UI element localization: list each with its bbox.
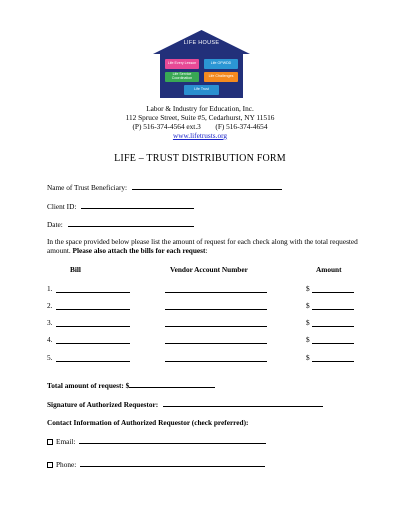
date-row bbox=[47, 219, 194, 229]
instructions-end: : bbox=[205, 246, 208, 256]
bill-row bbox=[47, 335, 367, 345]
logo-house-body bbox=[160, 53, 243, 98]
date-label: Date: bbox=[47, 220, 63, 229]
amount-field[interactable] bbox=[312, 354, 354, 362]
client-id-label: Client ID: bbox=[47, 202, 77, 211]
row-number: 2. bbox=[47, 301, 53, 310]
org-phones: (P) 516-374-4564 ext.3 (F) 516-374-4654 bbox=[132, 122, 268, 131]
row-number: 1. bbox=[47, 284, 53, 293]
logo-header: LIFE HOUSE bbox=[183, 40, 220, 46]
currency-symbol: $ bbox=[306, 335, 310, 344]
email-row bbox=[47, 436, 266, 446]
bill-field[interactable] bbox=[56, 319, 130, 327]
logo-tile-every-lesson: Life Every Lesson bbox=[165, 59, 199, 69]
org-website-link[interactable]: www.lifetrusts.org bbox=[172, 131, 228, 140]
column-header-bill: Bill bbox=[70, 265, 81, 274]
bill-field[interactable] bbox=[56, 354, 130, 362]
bill-field[interactable] bbox=[56, 336, 130, 344]
phone-row bbox=[47, 459, 265, 469]
row-number: 3. bbox=[47, 318, 53, 327]
amount-field[interactable] bbox=[312, 319, 354, 327]
total-amount-field[interactable] bbox=[129, 380, 215, 388]
client-id-row bbox=[47, 201, 194, 211]
org-street: 112 Spruce Street, Suite #5, Cedarhurst, NY 11516 bbox=[125, 113, 275, 122]
amount-field[interactable] bbox=[312, 285, 354, 293]
life-house-logo bbox=[153, 30, 250, 98]
bill-row bbox=[47, 318, 367, 328]
phone-label: Phone: bbox=[56, 460, 77, 469]
bill-row bbox=[47, 284, 367, 294]
logo-tile-service-coordination: Life Service Coordination bbox=[165, 72, 199, 82]
currency-symbol: $ bbox=[306, 284, 310, 293]
row-number: 4. bbox=[47, 335, 53, 344]
client-id-field[interactable] bbox=[81, 201, 194, 209]
bill-row bbox=[47, 301, 367, 311]
amount-field[interactable] bbox=[312, 302, 354, 310]
row-number: 5. bbox=[47, 353, 53, 362]
email-checkbox[interactable] bbox=[47, 439, 53, 445]
instructions-bold: Please also attach the bills for each request bbox=[72, 246, 206, 256]
contact-heading: Contact Information of Authorized Requestor (check preferred): bbox=[47, 418, 249, 427]
beneficiary-field[interactable] bbox=[132, 182, 282, 190]
total-label: Total amount of request: $ bbox=[47, 381, 130, 390]
signature-field[interactable] bbox=[163, 399, 323, 407]
phone-checkbox[interactable] bbox=[47, 462, 53, 468]
amount-field[interactable] bbox=[312, 336, 354, 344]
org-name: Labor & Industry for Education, Inc. bbox=[146, 104, 254, 113]
date-field[interactable] bbox=[68, 219, 194, 227]
email-field[interactable] bbox=[79, 436, 266, 444]
org-address bbox=[0, 104, 400, 140]
logo-tile-opwdd: Life OPWDD bbox=[204, 59, 238, 69]
vendor-account-field[interactable] bbox=[165, 354, 267, 362]
instructions-text: In the space provided below please list the amount of request for each check along with the total requested amount. bbox=[47, 237, 358, 256]
logo-tile-trust: Life Trust bbox=[184, 85, 219, 95]
currency-symbol: $ bbox=[306, 353, 310, 362]
bill-row bbox=[47, 353, 367, 363]
form-title: LIFE – TRUST DISTRIBUTION FORM bbox=[114, 153, 286, 164]
column-header-amount: Amount bbox=[316, 265, 342, 274]
vendor-account-field[interactable] bbox=[165, 336, 267, 344]
vendor-account-field[interactable] bbox=[165, 319, 267, 327]
phone-field[interactable] bbox=[80, 459, 265, 467]
currency-symbol: $ bbox=[306, 318, 310, 327]
instructions bbox=[47, 237, 359, 255]
beneficiary-label: Name of Trust Beneficiary: bbox=[47, 183, 128, 192]
currency-symbol: $ bbox=[306, 301, 310, 310]
signature-label: Signature of Authorized Requestor: bbox=[47, 400, 159, 409]
signature-row bbox=[47, 399, 323, 409]
bill-field[interactable] bbox=[56, 285, 130, 293]
email-label: Email: bbox=[56, 437, 76, 446]
total-row bbox=[47, 380, 215, 390]
vendor-account-field[interactable] bbox=[165, 285, 267, 293]
beneficiary-row bbox=[47, 182, 282, 192]
bill-field[interactable] bbox=[56, 302, 130, 310]
column-header-vendor: Vendor Account Number bbox=[170, 265, 248, 274]
logo-tile-challenges: Life Challenges bbox=[204, 72, 238, 82]
vendor-account-field[interactable] bbox=[165, 302, 267, 310]
